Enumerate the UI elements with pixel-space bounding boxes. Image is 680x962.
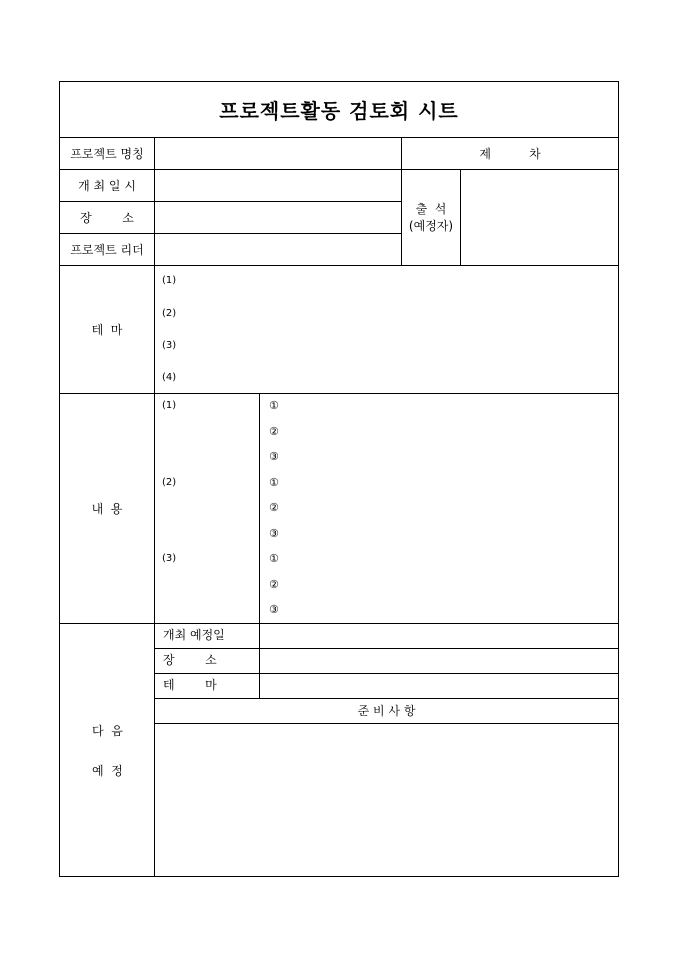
content-subitem-marker: ① — [269, 476, 279, 489]
theme-item-number: (2) — [162, 308, 177, 319]
scheduled-date-label: 개최 예정일 — [163, 628, 225, 642]
next-place-label: 장 소 — [163, 653, 217, 667]
next-place-field[interactable] — [260, 649, 618, 673]
content-subitem-marker: ① — [269, 552, 279, 565]
place-field[interactable] — [155, 202, 401, 233]
content-subitem-marker: ① — [269, 399, 279, 412]
attendance-label-cell — [402, 170, 460, 265]
preparation-label: 준 비 사 항 — [357, 704, 416, 718]
content-subitem-marker: ② — [269, 578, 279, 591]
content-label: 내 용 — [91, 501, 123, 516]
content-group-number: (1) — [162, 400, 177, 411]
next-theme-label: 테 마 — [163, 678, 217, 692]
theme-label: 테 마 — [91, 322, 123, 337]
session-label: 제 차 — [479, 146, 541, 161]
project-leader-field[interactable] — [155, 234, 401, 265]
next-schedule-label-cell — [60, 624, 154, 876]
attendance-sub-label: (예정자) — [408, 219, 454, 233]
place-label: 장 소 — [80, 210, 134, 225]
meeting-date-label: 개 최 일 시 — [78, 178, 136, 193]
theme-item-number: (4) — [162, 372, 177, 383]
sheet-title: 프로젝트활동 검토회 시트 — [219, 99, 459, 123]
project-leader-label: 프로젝트 리더 — [70, 242, 144, 257]
content-subitem-marker: ③ — [269, 450, 279, 463]
attendance-field[interactable] — [461, 170, 618, 265]
content-group-number: (3) — [162, 553, 177, 564]
meeting-date-field[interactable] — [155, 170, 401, 201]
theme-item-number: (3) — [162, 340, 177, 351]
project-name-label: 프로젝트 명칭 — [70, 146, 144, 161]
content-subitem-marker: ② — [269, 501, 279, 514]
preparation-field[interactable] — [155, 724, 618, 876]
content-subitem-marker: ③ — [269, 603, 279, 616]
project-name-field[interactable] — [155, 138, 401, 169]
schedule-label: 예 정 — [92, 764, 123, 778]
review-sheet-form — [59, 81, 619, 877]
next-label: 다 음 — [92, 724, 123, 738]
content-group-number: (2) — [162, 477, 177, 488]
attendance-label: 출 석 — [415, 202, 447, 216]
theme-item-number: (1) — [162, 275, 177, 286]
next-theme-field[interactable] — [260, 674, 618, 698]
content-subitem-marker: ③ — [269, 527, 279, 540]
content-subitem-marker: ② — [269, 425, 279, 438]
scheduled-date-field[interactable] — [260, 624, 618, 648]
